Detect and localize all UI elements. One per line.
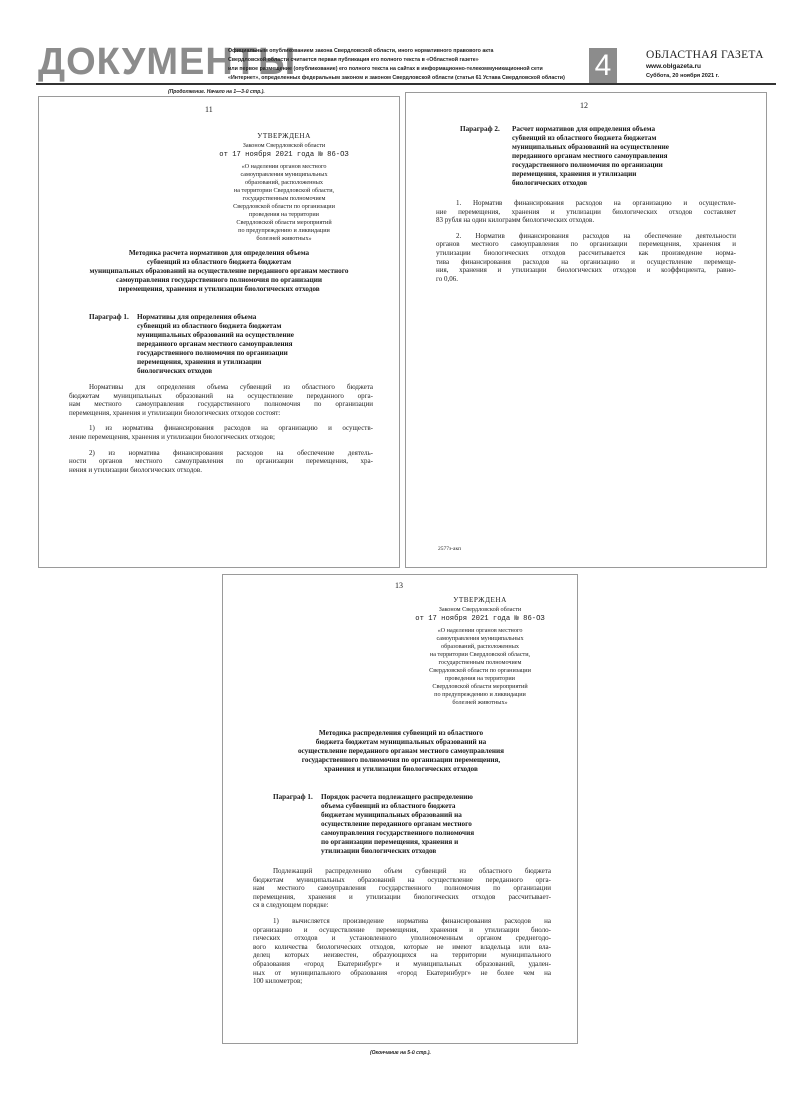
notice-line: или первое размещение (опубликование) его полного текста на сайтах в информационно-телекоммуникационной сети — [228, 66, 543, 72]
text-line: нам местного самоуправления государственного полномочия по организации — [69, 400, 373, 409]
paragraph-title-line: Нормативы для определения объема — [137, 313, 257, 321]
body-paragraph — [436, 232, 736, 284]
document-page-12 — [405, 92, 767, 568]
text-line: ся в следующем порядке: — [253, 901, 329, 910]
methodology-title — [49, 249, 389, 294]
text-line: органов местного самоуправления по организации перемещения, хранения и — [436, 240, 736, 249]
body-paragraph — [69, 424, 373, 441]
law-title — [211, 163, 357, 243]
paragraph-title-line: переданного органам местного самоуправления — [137, 340, 293, 348]
text-line: ния, хранения и утилизации биологических отходов и коэффициента, равно- — [436, 266, 736, 275]
law-title-line: Свердловской области по организации — [233, 203, 335, 210]
title-line: осуществление переданного органам местного самоуправления — [297, 747, 505, 755]
law-title — [407, 627, 553, 707]
newspaper-name: ОБЛАСТНАЯ ГАЗЕТА — [646, 49, 764, 61]
paragraph-title-line: объема субвенций из областного бюджета — [321, 802, 456, 810]
text-line: перемещения, хранения и утилизации биологических отходов рассчитывает- — [253, 892, 551, 901]
notice-line: «Интернет», определенных федеральным законом и законом Свердловской области (статья 61 Устава Свердловской области) — [228, 75, 565, 81]
law-title-line: на территории Свердловской области, — [429, 651, 531, 658]
text-line: бюджетам муниципальных образований на осуществление переданного орга- — [69, 391, 373, 400]
body-paragraph — [69, 383, 373, 417]
document-page-13 — [222, 574, 578, 1044]
text-line: 2. Норматив финансирования расходов на обеспечение деятельности — [456, 231, 736, 240]
text-line: нам местного самоуправления государственного полномочия по организации — [253, 884, 551, 893]
paragraph-title — [321, 793, 553, 856]
law-title-line: образований, расположенных — [245, 179, 323, 186]
paragraph-title-line: бюджетам муниципальных образований на — [321, 811, 462, 819]
text-line: перемещения, хранения и утилизации биологических отходов состоят: — [69, 408, 281, 417]
text-line: вого количества биологических отходов, которые не имеют владельца или вла- — [253, 942, 551, 951]
issue-date: Суббота, 20 ноября 2021 г. — [646, 73, 719, 79]
paragraph-title — [512, 125, 750, 188]
law-title-line: «О наделении органов местного — [241, 163, 327, 170]
text-line: 1) вычисляется произведение норматива финансирования расходов на — [273, 916, 551, 925]
page-number: 13 — [395, 581, 403, 590]
approval-law: Законом Свердловской области — [438, 606, 522, 613]
text-line: ных от муниципального образования «город Екатеринбург» не более чем на — [253, 968, 551, 977]
notice-line: Официальным опубликованием закона Свердловской области, иного нормативного правового акта — [228, 48, 494, 54]
title-line: Методика расчета нормативов для определения объема — [128, 249, 310, 257]
masthead-divider — [36, 83, 776, 85]
body-paragraph — [69, 449, 373, 475]
text-line: Подлежащий распределению объем субвенций из областного бюджета — [273, 867, 551, 875]
law-title-line: болезней животных» — [452, 699, 508, 706]
law-title-line: по предупреждению и ликвидации — [434, 691, 526, 698]
publication-notice — [228, 47, 588, 83]
paragraph-title-line: муниципальных образований на осуществление — [512, 143, 669, 151]
text-line: тива финансирования расходов на организацию и осуществление перемеще- — [436, 257, 736, 266]
body-paragraph — [253, 917, 551, 986]
law-title-line: «О наделении органов местного — [437, 627, 523, 634]
paragraph-heading — [273, 793, 553, 856]
paragraph-label: Параграф 1. — [89, 313, 129, 321]
title-line: субвенций из областного бюджета бюджетам — [146, 258, 292, 266]
notice-line: Свердловской области считается первая публикация его полного текста в «Областной газете» — [228, 57, 479, 63]
document-page-11 — [38, 96, 400, 568]
law-title-line: по предупреждению и ликвидации — [238, 227, 330, 234]
text-line: 2) из норматива финансирования расходов на обеспечение деятель- — [89, 448, 373, 457]
paragraph-title-line: осуществление переданного органам местного — [321, 820, 472, 828]
page-number: 12 — [580, 101, 588, 110]
law-title-line: государственным полномочием — [242, 195, 326, 202]
body-text — [253, 867, 551, 993]
law-title-line: проведения на территории — [445, 675, 515, 682]
approval-date: от 17 ноября 2021 года № 86-ОЗ — [415, 615, 545, 623]
text-line: 1) из норматива финансирования расходов на организацию и осуществ- — [89, 424, 373, 433]
text-line: нения и утилизации биологических отходов. — [69, 465, 202, 474]
continuation-note-bottom: (Окончание на 5-й стр.). — [370, 1050, 431, 1056]
paragraph-title-line: биологических отходов — [137, 367, 213, 375]
approval-law: Законом Свердловской области — [242, 142, 326, 149]
paragraph-title-line: государственного полномочия по организации — [512, 161, 663, 169]
law-title-line: самоуправления муниципальных — [436, 635, 524, 642]
paragraph-title-line: субвенций из областного бюджета бюджетам — [512, 134, 657, 142]
text-line: бюджетам муниципальных образований на осуществление переданного орга- — [253, 875, 551, 884]
law-title-line: Свердловской области по организации — [429, 667, 531, 674]
paragraph-title-line: переданного органам местного самоуправления — [512, 152, 668, 160]
law-title-line: Свердловской области мероприятий — [236, 219, 332, 226]
text-line: ности органов местного самоуправления по организации перемещения, хра- — [69, 457, 373, 466]
title-line: Методика распределения субвенций из областного — [318, 729, 484, 737]
newspaper-page-number: 4 — [589, 48, 617, 84]
text-line: гических отходов и установленного уполномоченным органом среднегодо- — [253, 934, 551, 943]
paragraph-title-line: субвенций из областного бюджета бюджетам — [137, 322, 282, 330]
paragraph-heading — [89, 313, 359, 376]
paragraph-label: Параграф 2. — [460, 125, 500, 133]
approval-date: от 17 ноября 2021 года № 86-ОЗ — [219, 151, 349, 159]
law-title-line: самоуправления муниципальных — [240, 171, 328, 178]
law-title-line: на территории Свердловской области, — [233, 187, 335, 194]
body-text — [436, 199, 736, 290]
paragraph-title-line: утилизации биологических отходов — [321, 847, 437, 855]
page-number: 11 — [205, 105, 213, 114]
law-title-line: образований, расположенных — [441, 643, 519, 650]
text-line: Нормативы для определения объема субвенций из областного бюджета — [89, 383, 373, 391]
newspaper-info — [646, 48, 776, 81]
section-title: ДОКУМЕНТЫ — [38, 41, 297, 83]
title-line: бюджета бюджетам муниципальных образований на — [315, 738, 487, 746]
continuation-note-top: (Продолжение. Начало на 1—3-й стр.). — [168, 89, 265, 95]
law-title-line: государственным полномочием — [438, 659, 522, 666]
masthead — [0, 0, 800, 90]
paragraph-title-line: по организации перемещения, хранения и — [321, 838, 459, 846]
text-line: 83 рубля на один килограмм биологических отходов. — [436, 216, 595, 225]
approval-block — [211, 131, 357, 243]
title-line: перемещения, хранения и утилизации биологических отходов — [118, 285, 320, 293]
paragraph-title-line: биологических отходов — [512, 179, 588, 187]
law-title-line: болезней животных» — [256, 235, 312, 242]
text-line: го 0,06. — [436, 274, 458, 283]
text-line: 1. Норматив финансирования расходов на организацию и осуществле- — [456, 199, 736, 207]
paragraph-title-line: Расчет нормативов для определения объема — [512, 125, 656, 133]
paragraph-title-line: перемещения, хранения и утилизации — [512, 170, 637, 178]
approval-heading: УТВЕРЖДЕНА — [453, 596, 507, 604]
text-line: делец которых неизвестен, образующихся на территории муниципального — [253, 951, 551, 960]
methodology-title — [231, 729, 571, 774]
approval-heading: УТВЕРЖДЕНА — [257, 132, 311, 140]
body-text — [69, 383, 373, 481]
law-title-line: проведения на территории — [249, 211, 319, 218]
text-line: образования «город Екатеринбург» и муниципальных образований, удален- — [253, 959, 551, 968]
document-code: 2577з-акп — [438, 546, 462, 552]
text-line: ление перемещения, хранения и утилизации биологических отходов; — [69, 432, 275, 441]
paragraph-title-line: перемещения, хранения и утилизации — [137, 358, 262, 366]
title-line: государственного полномочия по организации перемещения, — [301, 756, 501, 764]
body-paragraph — [253, 867, 551, 910]
title-line: самоуправления государственного полномочия по организации — [115, 276, 323, 284]
text-line: организацию и осуществление перемещения, хранения и утилизации биоло- — [253, 925, 551, 934]
approval-block — [407, 595, 553, 707]
text-line: ние перемещения, хранения и утилизации биологических отходов составляет — [436, 207, 736, 216]
body-paragraph — [436, 199, 736, 225]
title-line: хранения и утилизации биологических отходов — [324, 765, 478, 773]
paragraph-title-line: Порядок расчета подлежащего распределению — [321, 793, 473, 801]
text-line: утилизации биологических отходов рассчитывается как произведение норма- — [436, 248, 736, 257]
title-line: муниципальных образований на осуществление переданного органам местного — [89, 267, 349, 275]
website-link[interactable]: www.oblgazeta.ru — [646, 63, 702, 70]
paragraph-heading — [460, 125, 750, 188]
paragraph-title-line: самоуправления государственного полномочия — [321, 829, 475, 837]
paragraph-title-line: государственного полномочия по организации — [137, 349, 288, 357]
paragraph-label: Параграф 1. — [273, 793, 313, 801]
law-title-line: Свердловской области мероприятий — [432, 683, 528, 690]
text-line: 100 километров; — [253, 977, 303, 986]
paragraph-title — [137, 313, 359, 376]
paragraph-title-line: муниципальных образований на осуществление — [137, 331, 294, 339]
